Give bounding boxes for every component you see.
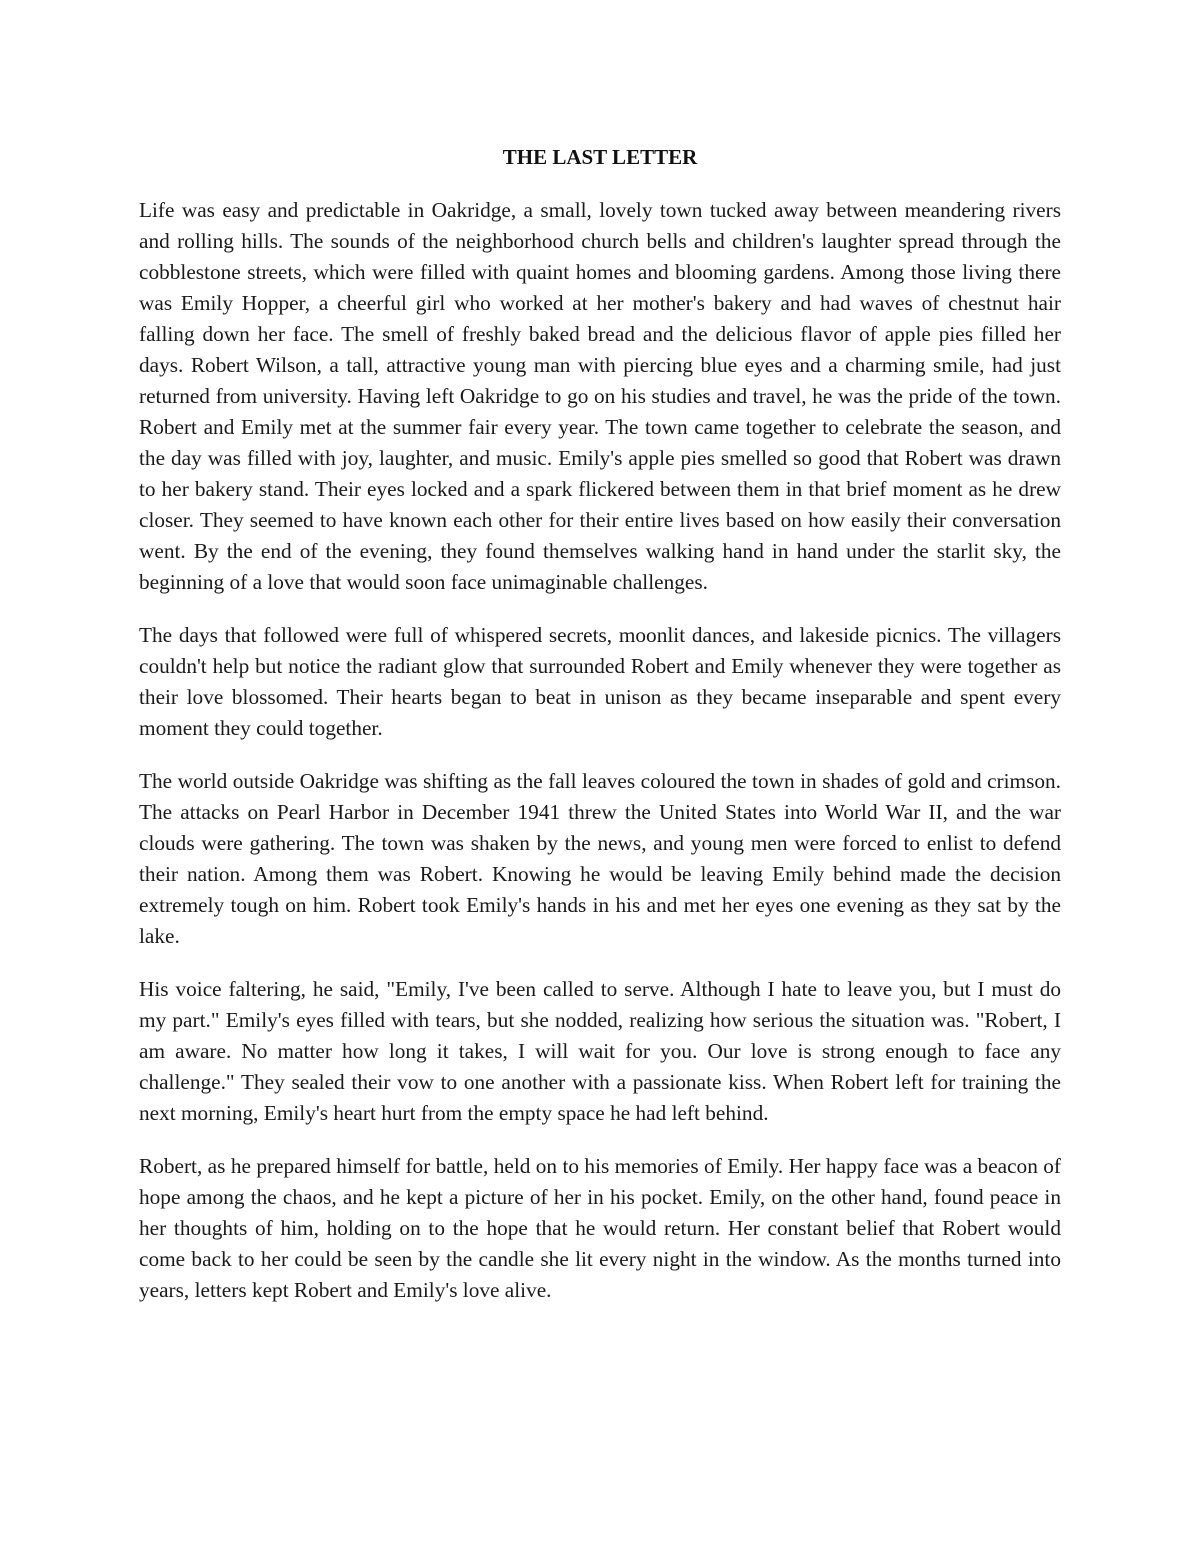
document-title: THE LAST LETTER bbox=[502, 145, 698, 169]
paragraph-5: Robert, as he prepared himself for battle, held on to his memories of Emily. Her happy face was a beacon of hope among the chaos, and he kept a picture of her in his pocket. Emily, on the other hand, found peace in her thoughts of him, holding on to the hope that he would return. Her constant belief that Robert would come back to her could be seen by the candle she lit every night in the window. As the months turned into years, letters kept Robert and Emily's love alive. bbox=[139, 1154, 1061, 1302]
paragraph-2: The days that followed were full of whispered secrets, moonlit dances, and lakeside picnics. The villagers couldn't help but notice the radiant glow that surrounded Robert and Emily whenever they were together as their love blossomed. Their hearts began to beat in unison as they became inseparable and spent every moment they could together. bbox=[139, 623, 1061, 740]
paragraph-4: His voice faltering, he said, "Emily, I've been called to serve. Although I hate to leave you, but I must do my part." Emily's eyes filled with tears, but she nodded, realizing how serious the situation was. "Robert, I am aware. No matter how long it takes, I will wait for you. Our love is strong enough to face any challenge." They sealed their vow to one another with a passionate kiss. When Robert left for training the next morning, Emily's heart hurt from the empty space he had left behind. bbox=[139, 977, 1061, 1125]
paragraph-3: The world outside Oakridge was shifting as the fall leaves coloured the town in shades of gold and crimson. The attacks on Pearl Harbor in December 1941 threw the United States into World War II, and the war clouds were gathering. The town was shaken by the news, and young men were forced to enlist to defend their nation. Among them was Robert. Knowing he would be leaving Emily behind made the decision extremely tough on him. Robert took Emily's hands in his and met her eyes one evening as they sat by the lake. bbox=[139, 769, 1061, 948]
paragraph-1: Life was easy and predictable in Oakridge, a small, lovely town tucked away between meandering rivers and rolling hills. The sounds of the neighborhood church bells and children's laughter spread through the cobblestone streets, which were filled with quaint homes and blooming gardens. Among those living there was Emily Hopper, a cheerful girl who worked at her mother's bakery and had waves of chestnut hair falling down her face. The smell of freshly baked bread and the delicious flavor of apple pies filled her days. Robert Wilson, a tall, attractive young man with piercing blue eyes and a charming smile, had just returned from university. Having left Oakridge to go on his studies and travel, he was the pride of the town. Robert and Emily met at the summer fair every year. The town came together to celebrate the season, and the day was filled with joy, laughter, and music. Emily's apple pies smelled so good that Robert was drawn to her bakery stand. Their eyes locked and a spark flickered between them in that brief moment as he drew closer. They seemed to have known each other for their entire lives based on how easily their conversation went. By the end of the evening, they found themselves walking hand in hand under the starlit sky, the beginning of a love that would soon face unimaginable challenges. bbox=[139, 198, 1061, 594]
document-body bbox=[139, 195, 1061, 1328]
